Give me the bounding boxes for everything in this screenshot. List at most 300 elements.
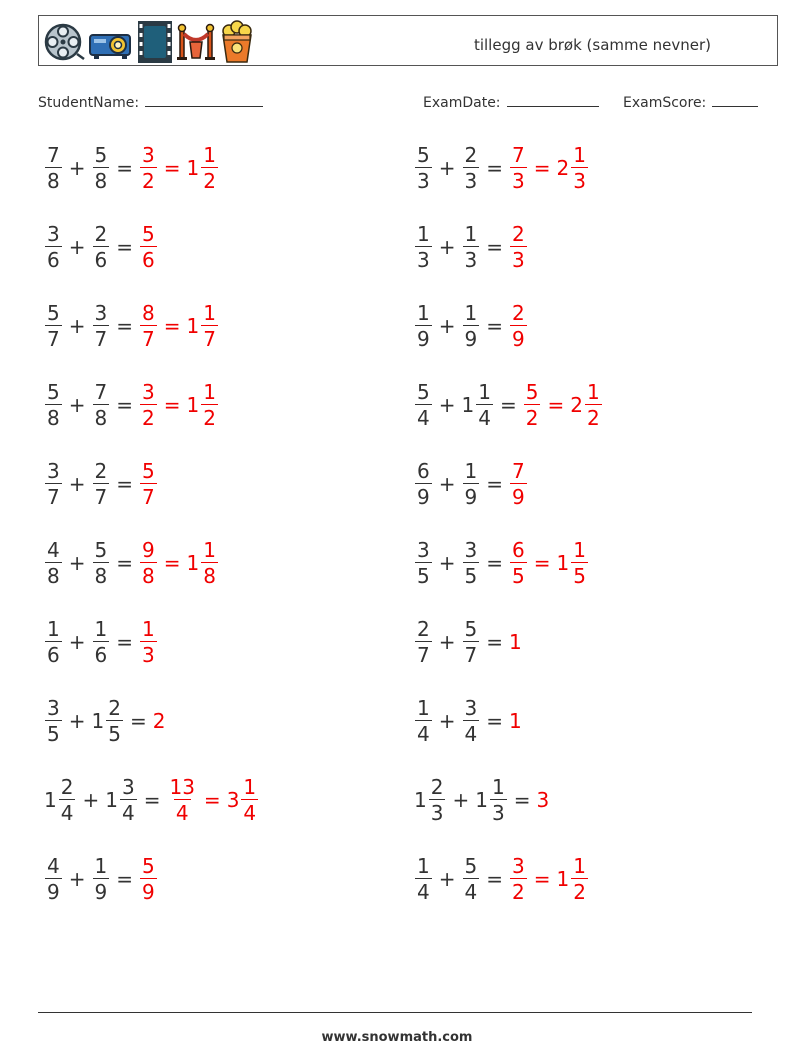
problem-row <box>44 772 259 828</box>
numerator: 3 <box>464 696 478 720</box>
addend-b <box>462 540 481 586</box>
fraction <box>571 540 588 586</box>
fraction <box>463 303 480 349</box>
fraction <box>45 856 62 902</box>
plus-sign: + <box>438 156 456 180</box>
fraction <box>415 224 432 270</box>
answer-fraction <box>140 224 157 270</box>
equals-sign-answer: = <box>163 156 181 180</box>
numerator: 2 <box>60 775 74 799</box>
fraction <box>120 777 137 823</box>
numerator: 5 <box>142 459 155 483</box>
answer-mixed <box>227 777 259 823</box>
denominator: 5 <box>512 564 525 588</box>
numerator: 7 <box>512 459 525 483</box>
numerator: 4 <box>47 854 60 878</box>
addend-a <box>44 224 63 270</box>
exam-date-blank[interactable] <box>507 94 599 107</box>
answer-fraction <box>140 461 157 507</box>
addend-a <box>414 224 433 270</box>
equals-sign-answer: = <box>533 867 551 891</box>
fraction <box>463 145 480 191</box>
fraction <box>415 540 432 586</box>
fraction <box>93 540 110 586</box>
numerator: 1 <box>464 301 478 325</box>
answer-fraction <box>140 145 157 191</box>
student-name-label: StudentName: <box>38 95 140 111</box>
answer-mixed <box>187 145 219 191</box>
numerator: 1 <box>94 854 108 878</box>
addend-a <box>414 856 433 902</box>
problem-row <box>414 377 603 433</box>
denominator: 8 <box>47 564 60 588</box>
numerator: 1 <box>417 696 430 720</box>
exam-score-label: ExamScore: <box>623 95 707 111</box>
addend-a <box>44 619 63 665</box>
denominator: 9 <box>464 327 478 351</box>
fraction <box>571 145 588 191</box>
plus-sign: + <box>438 314 456 338</box>
worksheet-title: tillegg av brøk (samme nevner) <box>473 36 711 54</box>
plus-sign: + <box>68 709 86 733</box>
addend-b <box>92 224 111 270</box>
answer-fraction <box>140 303 157 349</box>
footer-site: www.snowmath.com <box>321 1030 473 1045</box>
addend-b <box>92 540 111 586</box>
fraction <box>93 145 110 191</box>
denominator: 8 <box>94 406 108 430</box>
addend-b <box>462 303 481 349</box>
numerator: 3 <box>142 380 155 404</box>
numerator: 1 <box>203 301 216 325</box>
problem-row <box>44 693 165 749</box>
numerator: 2 <box>108 696 121 720</box>
denominator: 7 <box>94 327 108 351</box>
answer-whole: 2 <box>152 709 166 733</box>
equals-sign: = <box>499 393 517 417</box>
denominator: 9 <box>464 485 478 509</box>
answer-fraction <box>510 856 527 902</box>
addend-b <box>92 145 111 191</box>
denominator: 6 <box>94 248 108 272</box>
numerator: 1 <box>491 775 505 799</box>
fraction <box>463 619 480 665</box>
numerator: 5 <box>142 222 155 246</box>
equals-sign-answer: = <box>203 788 221 812</box>
numerator: 3 <box>94 301 108 325</box>
numerator: 7 <box>47 143 60 167</box>
equals-sign: = <box>116 393 133 417</box>
fraction <box>93 619 110 665</box>
numerator: 1 <box>417 854 430 878</box>
equals-sign-answer: = <box>533 156 551 180</box>
addend-b <box>105 777 137 823</box>
fraction <box>429 777 446 823</box>
fraction <box>106 698 123 744</box>
fraction <box>93 303 110 349</box>
problem-row <box>44 614 158 670</box>
denominator: 8 <box>203 564 216 588</box>
fraction <box>45 698 62 744</box>
denominator: 2 <box>512 880 525 904</box>
numerator: 1 <box>478 380 491 404</box>
equals-sign-answer: = <box>163 393 181 417</box>
addend-a <box>414 382 433 428</box>
numerator: 1 <box>573 538 586 562</box>
denominator: 8 <box>142 564 155 588</box>
equals-sign: = <box>513 788 531 812</box>
denominator: 6 <box>47 248 60 272</box>
numerator: 5 <box>47 380 60 404</box>
equals-sign: = <box>486 472 503 496</box>
plus-sign: + <box>68 314 86 338</box>
plus-sign: + <box>438 551 456 575</box>
answer-fraction <box>524 382 541 428</box>
problem-row <box>414 772 549 828</box>
numerator: 2 <box>512 301 525 325</box>
answer-mixed <box>187 540 219 586</box>
answer-fraction <box>510 224 527 270</box>
denominator: 7 <box>417 643 430 667</box>
denominator: 2 <box>142 169 155 193</box>
exam-score-field <box>623 94 758 111</box>
problem-row <box>414 219 528 275</box>
answer-fraction <box>510 145 527 191</box>
addend-a <box>44 856 63 902</box>
addend-a <box>414 303 433 349</box>
equals-sign: = <box>116 156 133 180</box>
numerator: 7 <box>94 380 108 404</box>
addend-a <box>414 461 433 507</box>
denominator: 9 <box>417 485 430 509</box>
equals-sign: = <box>486 551 503 575</box>
plus-sign: + <box>438 867 456 891</box>
numerator: 2 <box>512 222 525 246</box>
denominator: 9 <box>512 327 525 351</box>
denominator: 2 <box>573 880 586 904</box>
addend-a <box>414 698 433 744</box>
fraction <box>415 145 432 191</box>
answer-mixed <box>557 145 589 191</box>
numerator: 1 <box>464 222 478 246</box>
denominator: 7 <box>203 327 216 351</box>
denominator: 3 <box>417 169 430 193</box>
problem-row <box>44 219 158 275</box>
problem-row <box>414 140 589 196</box>
fraction <box>93 856 110 902</box>
equals-sign: = <box>116 551 133 575</box>
fraction <box>415 303 432 349</box>
addend-b <box>92 856 111 902</box>
denominator: 6 <box>47 643 60 667</box>
addend-a <box>44 698 63 744</box>
fraction <box>201 303 218 349</box>
addend-b <box>462 224 481 270</box>
denominator: 4 <box>464 722 478 746</box>
addend-b <box>475 777 507 823</box>
whole-number: 1 <box>414 788 427 812</box>
fraction <box>463 224 480 270</box>
denominator: 6 <box>142 248 155 272</box>
numerator: 7 <box>512 143 525 167</box>
whole-number: 1 <box>556 551 570 575</box>
denominator: 9 <box>47 880 60 904</box>
numerator: 1 <box>417 301 430 325</box>
equals-sign: = <box>486 630 503 654</box>
whole-number: 1 <box>556 867 570 891</box>
whole-number: 1 <box>105 788 118 812</box>
whole-number: 1 <box>186 551 200 575</box>
numerator: 1 <box>464 459 478 483</box>
plus-sign: + <box>68 472 86 496</box>
numerator: 1 <box>573 143 586 167</box>
problem-row <box>414 851 589 907</box>
denominator: 9 <box>142 880 155 904</box>
problem-row <box>44 377 219 433</box>
fraction <box>45 224 62 270</box>
denominator: 4 <box>417 406 430 430</box>
whole-number: 1 <box>461 393 475 417</box>
denominator: 4 <box>464 880 478 904</box>
numerator: 1 <box>573 854 586 878</box>
denominator: 8 <box>47 406 60 430</box>
numerator: 5 <box>94 538 108 562</box>
equals-sign-answer: = <box>163 314 181 338</box>
answer-whole: 1 <box>509 630 522 654</box>
cinema-barrier-icon <box>176 22 216 62</box>
answer-fraction <box>510 303 527 349</box>
fraction <box>415 698 432 744</box>
numerator: 1 <box>586 380 600 404</box>
denominator: 9 <box>512 485 525 509</box>
fraction <box>415 619 432 665</box>
plus-sign: + <box>438 235 456 259</box>
problem-row <box>44 851 158 907</box>
equals-sign-answer: = <box>547 393 565 417</box>
fraction <box>585 382 602 428</box>
problem-row <box>414 693 522 749</box>
fraction <box>45 619 62 665</box>
addend-a <box>414 145 433 191</box>
whole-number: 2 <box>570 393 583 417</box>
numerator: 13 <box>169 775 195 799</box>
denominator: 3 <box>573 169 586 193</box>
numerator: 5 <box>464 617 478 641</box>
whole-number: 1 <box>186 156 200 180</box>
numerator: 5 <box>47 301 60 325</box>
numerator: 3 <box>47 696 60 720</box>
plus-sign: + <box>68 156 86 180</box>
whole-number: 1 <box>186 314 200 338</box>
denominator: 5 <box>417 564 430 588</box>
fraction <box>45 540 62 586</box>
answer-fraction <box>140 856 157 902</box>
student-name-blank[interactable] <box>145 94 263 107</box>
numerator: 5 <box>417 380 430 404</box>
answer-fraction <box>167 777 196 823</box>
numerator: 5 <box>525 380 539 404</box>
denominator: 2 <box>586 406 600 430</box>
worksheet-header <box>38 15 778 66</box>
denominator: 4 <box>243 801 257 825</box>
answer-fraction <box>140 382 157 428</box>
problem-row <box>44 298 219 354</box>
problem-row <box>414 535 589 591</box>
numerator: 3 <box>47 459 60 483</box>
denominator: 5 <box>47 722 60 746</box>
equals-sign: = <box>116 314 133 338</box>
plus-sign: + <box>82 788 100 812</box>
addend-b <box>92 303 111 349</box>
addend-b <box>462 145 481 191</box>
numerator: 1 <box>203 538 216 562</box>
fraction <box>45 461 62 507</box>
numerator: 3 <box>121 775 135 799</box>
answer-fraction <box>140 540 157 586</box>
answer-fraction <box>510 540 527 586</box>
numerator: 6 <box>417 459 430 483</box>
fraction <box>463 698 480 744</box>
addend-a <box>414 777 446 823</box>
problem-row <box>414 298 528 354</box>
denominator: 4 <box>175 801 189 825</box>
equals-sign: = <box>116 630 133 654</box>
plus-sign: + <box>68 867 86 891</box>
numerator: 5 <box>464 854 478 878</box>
denominator: 3 <box>491 801 505 825</box>
fraction <box>463 856 480 902</box>
answer-fraction <box>140 619 157 665</box>
denominator: 2 <box>203 169 216 193</box>
denominator: 3 <box>417 248 430 272</box>
equals-sign: = <box>486 235 503 259</box>
exam-date-label: ExamDate: <box>423 95 501 111</box>
denominator: 3 <box>142 643 155 667</box>
denominator: 7 <box>47 327 60 351</box>
denominator: 7 <box>142 485 155 509</box>
numerator: 2 <box>430 775 444 799</box>
addend-b <box>462 461 481 507</box>
fraction <box>415 382 432 428</box>
numerator: 2 <box>417 617 430 641</box>
denominator: 4 <box>417 722 430 746</box>
plus-sign: + <box>68 235 86 259</box>
addend-a <box>44 540 63 586</box>
equals-sign: = <box>129 709 147 733</box>
answer-mixed <box>187 382 219 428</box>
equals-sign: = <box>116 235 133 259</box>
addend-b <box>462 382 494 428</box>
plus-sign: + <box>438 709 456 733</box>
denominator: 3 <box>512 248 525 272</box>
problem-row <box>414 614 522 670</box>
denominator: 9 <box>417 327 430 351</box>
equals-sign-answer: = <box>163 551 181 575</box>
fraction <box>93 382 110 428</box>
denominator: 3 <box>430 801 444 825</box>
denominator: 4 <box>417 880 430 904</box>
numerator: 3 <box>464 538 478 562</box>
denominator: 3 <box>464 248 478 272</box>
equals-sign: = <box>486 156 503 180</box>
denominator: 2 <box>203 406 216 430</box>
denominator: 7 <box>47 485 60 509</box>
denominator: 4 <box>121 801 135 825</box>
addend-b <box>462 856 481 902</box>
addend-a <box>44 303 63 349</box>
whole-number: 1 <box>475 788 488 812</box>
denominator: 7 <box>94 485 108 509</box>
addend-a <box>414 619 433 665</box>
denominator: 8 <box>47 169 60 193</box>
student-name-field <box>38 94 263 111</box>
numerator: 5 <box>94 143 108 167</box>
numerator: 1 <box>203 143 216 167</box>
plus-sign: + <box>438 630 456 654</box>
denominator: 4 <box>60 801 74 825</box>
whole-number: 1 <box>44 788 57 812</box>
denominator: 8 <box>94 169 108 193</box>
addend-b <box>92 461 111 507</box>
plus-sign: + <box>68 551 86 575</box>
exam-score-blank[interactable] <box>712 94 758 107</box>
fraction <box>93 224 110 270</box>
equals-sign: = <box>486 314 503 338</box>
addend-b <box>462 619 481 665</box>
equals-sign: = <box>486 709 503 733</box>
answer-whole: 1 <box>509 709 522 733</box>
problem-row <box>44 456 158 512</box>
projector-icon <box>88 22 134 62</box>
denominator: 2 <box>142 406 155 430</box>
denominator: 4 <box>478 406 491 430</box>
fraction <box>463 461 480 507</box>
popcorn-icon <box>219 20 255 64</box>
numerator: 6 <box>512 538 525 562</box>
denominator: 5 <box>573 564 586 588</box>
fraction <box>93 461 110 507</box>
numerator: 1 <box>94 617 108 641</box>
fraction <box>415 856 432 902</box>
denominator: 2 <box>525 406 539 430</box>
numerator: 5 <box>142 854 155 878</box>
answer-mixed <box>187 303 219 349</box>
numerator: 9 <box>142 538 155 562</box>
numerator: 8 <box>142 301 155 325</box>
denominator: 3 <box>512 169 525 193</box>
addend-a <box>414 540 433 586</box>
numerator: 1 <box>243 775 257 799</box>
fraction <box>415 461 432 507</box>
addend-a <box>44 461 63 507</box>
addend-a <box>44 145 63 191</box>
fraction <box>201 382 218 428</box>
fraction <box>490 777 507 823</box>
footer-divider <box>38 1012 752 1013</box>
plus-sign: + <box>438 393 456 417</box>
addend-b <box>92 382 111 428</box>
header-icons <box>43 20 255 64</box>
answer-fraction <box>510 461 527 507</box>
answer-mixed <box>557 856 589 902</box>
denominator: 7 <box>464 643 478 667</box>
whole-number: 1 <box>186 393 200 417</box>
film-frame-icon <box>137 20 173 64</box>
numerator: 1 <box>203 380 216 404</box>
whole-number: 3 <box>226 788 240 812</box>
numerator: 3 <box>417 538 430 562</box>
fraction <box>201 145 218 191</box>
